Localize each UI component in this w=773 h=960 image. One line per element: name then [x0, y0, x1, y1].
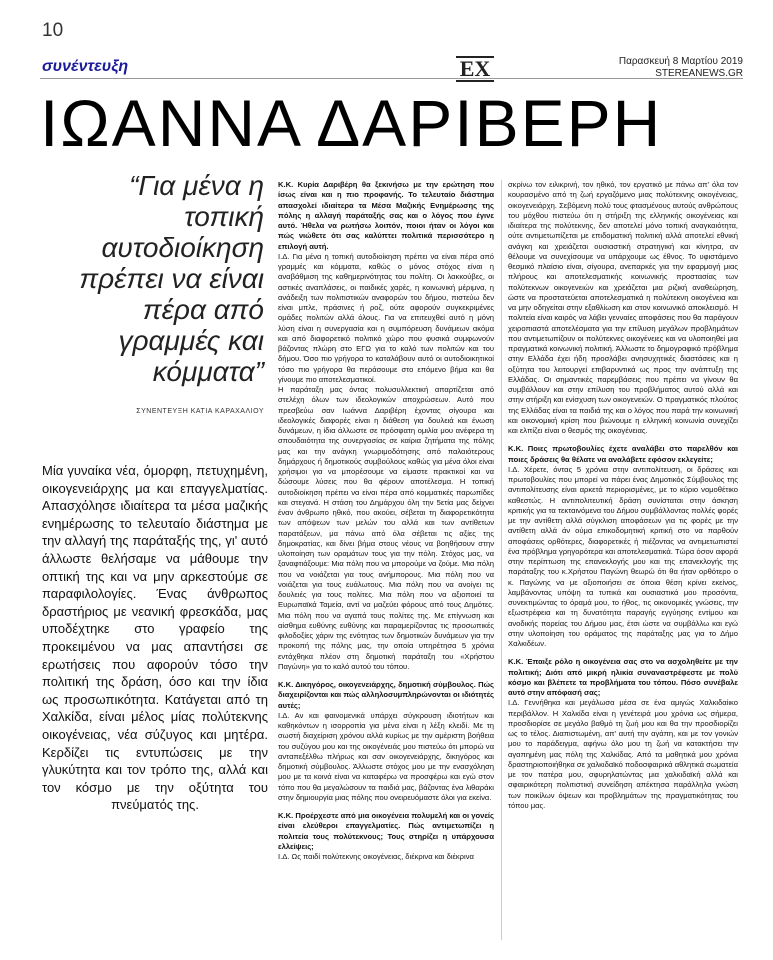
interview-question: Κ.Κ. Προέρχεστε από μια οικογένεια πολυμελή και οι γονείς είναι ελεύθεροι επαγγελματίες. Πώς αντιμετωπίζει η πολιτεία τους πολύτεκνους; Τους στηρίζει η υπάρχουσα ελλείψεις;	[278, 811, 494, 851]
paragraph-gap	[508, 649, 738, 657]
interview-answer: Ι.Δ. Χέρετε, όντας 5 χρόνια στην αντιπολίτευση, οι δράσεις και πρωτοβουλίες που μπορεί να πάρει ένας Δημοτικός Σύμβουλος της αντιπολίτευσης είναι αρκετά περιορισμένες, με το κύριο νομοθέτικο καθεστώς. Η αντιπολιτευτική δράση συνίσταται στην άσκηση κριτικής για τα τεκταινόμενα του Δήμου συμβάλλοντας πολλές φορές με την αντίθετη αλλά σύγκλιση αποφάσεων για τις φορές με την αντίθετη αλλά άν ούμα επικοδομητική κριτική στο να παρθούν αποφάσεις ορθότερες, διαφορετικές ή πιέζοντας να αντιμετωπιστεί ένα πρόβλημα γρηγορότερα και αποτελεσματικά. Τώρα όσον αφορά στην περίπτωση της επανεκλογής μου και της επανεκλογής της παράταξης του κ.Χρήστου Παγώνη θεωρώ ότι θα ήταν ορθότερο ο κ. Παγώνης να με αξιοποιήσει σε όποια θέση κρίνει εκείνος, λαμβάνοντας υπόψη τα τυπικά και ουσιαστικά μου προσόντα, συνεκτιμώντας το όραμά μου, το ήθος, τις οικονομικές γνώσεις, την εξωστρέφεια και τη δυνατότητα παραγής εγγύησης εντίμου και ανοδικής πορείας του Δήμου μας, έτσι ώστε να συμβάλλω και εγώ στην υλοποίηση του οράματος της παράταξης μας για το Δήμο Χαλκιδέων.	[508, 464, 738, 648]
paragraph-gap	[508, 436, 738, 444]
interview-question: Κ.Κ. Δικηγόρος, οικογενειάρχης, δημοτική σύμβουλος. Πώς διαχειρίζονται και πώς αλληλοσυμπληρώνονται οι ιδιότητές αυτές;	[278, 680, 494, 710]
article-column-1	[278, 180, 494, 862]
newspaper-logo: ΕΧ	[456, 56, 494, 82]
site-text: STEREANEWS.GR	[655, 68, 743, 79]
interview-answer: σκρίνω τον ειλικρινή, τον ηθικό, τον εργατικό με πάνω απ' όλα τον κουρασμένο από τη ζωή εργαζόμενο μιας πολύτεκνης οικογένειας, οικογενειάρχη. Σεβόμενη πολύ τους φτασμένους αυτούς ανθρώπους του μόχθου πιστεύω ότι η στήριξη της ελληνικής οικογένειας και ιδιαίτερα της πολύτεκνης, δεν αποτελεί μόνο τοπική αναγκαιότητα, ούτε αντιμετωπίζεται με επιδοματική πολιτική αλλά αποτελεί εθνική ανάγκη και χρειάζεται ουσιαστική στρατηγική και κίνητρα, αν θέλουμε να συνεχίσουμε να υπάρχουμε ως έθνος. Το υφιστάμενο θεσμικό πλαίσιο είναι, σίγουρα, ανεπαρκές για την εφαρμογή μιας πλήρους και αποτελεσματικής κοινωνικής προστασίας των πολύτεκνων οικογενειών και χρειάζεται μια ριζική αναθεώρηση, ώστε να προστατεύεται αποτελεσματικά η πολύτεκνη οικογένεια και να μην οδηγείται στην εξαθλίωση και στον κοινωνικό αποκλεισμό. Η πολιτεία είναι καιρός να λάβει γενναίες αποφάσεις που θα παράγουν χειροπιαστά αποτελέσματα για την επίλυση μεγάλων προβλημάτων που αντιμετωπίζουν οι πολύτεκνες οικογένειες και να υλοποιηθεί μια πραγματικά κοινωνική πολιτική. Άλλωστε το δημογραφικό πρόβλημα στην Ελλάδα έχει ήδη προσλάβει ανησυχητικές διαστάσεις και η οξύτητα του λειτουργεί επιβαρυντικά ως προς την ανάπτυξη της Ελλάδας. Οι σημαντικές παρεμβάσεις που πρέπει να γίνουν θα συμβάλλουν και στην επίλυση του προβλήματος αυτού αλλά και στην στήριξη και ενίσχυση των οικογενειών. Ο πραγματικός πλούτος της Ελλάδας είναι τα παιδιά της και ο λόγος που παρά την κοινωνική και οικονομική κρίση που βιώνουμε η ελληνική κοινωνία συνεχίζει και ελπίζει είναι ο θεσμός της οικογένειας.	[508, 180, 738, 435]
interview-answer: Ι.Δ. Αν και φαινομενικά υπάρχει σύγκρουση ιδιοτήτων και καθηκόντων η ισορροπία για μένα είναι η λέξη κλειδί. Με τη σωστή διαχείριση χρόνου αλλά κυρίως με την αμέριστη βοήθεια του συζύγου μου και της οικογένειάς μου πιστεύω ότι μπορώ να ανταπεξέλθω πλήρως και σαν οικογενειάρχης, δικηγόρος και δημοτική σύμβουλος. Άλλωστε στόχος μου με την ενασχόληση μου με τα κοινά είναι να καταφέρω να προσφέρω και εγώ στον τόπο που θα μεγαλώσουν τα παιδιά μας, βάζοντας ένα λιθαράκι στην δημιουργία μιας πόλης που ονειρευόμαστε όλοι για εκείνα.	[278, 710, 494, 802]
interview-question: Κ.Κ. Κυρία Δαριβέρη θα ξεκινήσω με την ερώτηση που ίσως είναι και η πιο προφανής. Το τελευταίο διάστημα απασχολεί ιδιαίτερα τα Μέσα Μαζικής Ενημέρωσης της πόλης η αλλαγή παράταξής σας και ο λόγος που έγινε αυτό. Ήθελα να ρωτήσω λοιπόν, ποιοι ήταν οι λόγοι και πώς νιώθετε ότι σας καλύπτει πολιτικά περισσότερο η επιλογή αυτή.	[278, 180, 494, 251]
paragraph-gap	[278, 672, 494, 680]
page-title: ΙΩΑΝΝΑ ΔΑΡΙΒΕΡΗ	[40, 86, 663, 160]
date-text: Παρασκευή 8 Μαρτίου 2019	[618, 56, 743, 67]
interview-question: Κ.Κ. Ποιες πρωτοβουλίες έχετε αναλάβει στο παρελθόν και ποιες δράσεις θα θέλατε να αναλάβετε εφόσον εκλεγείτε;	[508, 444, 738, 464]
intro-paragraph: Μία γυναίκα νέα, όμορφη, πετυχημένη, οικογενειάρχης μα και επαγγελματίας. Απασχόλησε ιδιαίτερα τα μέσα μαζικής ενημέρωσης το τελευταίο διάστημα με την αλλαγή της παράταξής της, γι' αυτό άλλωστε θελήσαμε να μάθουμε την οπτική της και να μην αρκεστούμε σε παραφιλολογίες. Ένας άνθρωπος δραστήριος με νεανική φρεσκάδα, μας υποδέχτηκε στο γραφείο της προκειμένου να μας απαντήσει σε ερωτήσεις που αφορούν τόσο την πολιτική της δράση, όσο και την ίδια ως προσωπικότητα. Κατάγεται από τη Χαλκίδα, είναι μέλος μίας πολύτεκνης οικογένειας, νέα σύζυγος και μητέρα. Κερδίζει τις εντυπώσεις με την γλυκύτητα και τον τρόπο της, αλλά και τον κόσμο με την οξύτητα του πνεύματός της.	[42, 463, 268, 813]
column-divider	[501, 180, 502, 940]
header-rule	[40, 78, 743, 79]
section-label: συνέντευξη	[42, 58, 129, 75]
interview-answer: Ι.Δ. Για μένα η τοπική αυτοδιοίκηση πρέπει να είναι πέρα από γραμμές και κόμματα, καθώς ο μόνος στόχος είναι η αναβάθμιση της καθημερινότητας του πολίτη. Οι λακκούβες, οι αστικές αναπλάσεις, οι παιδικές χαρές, η κοινωνική μέριμνα, η ανάδειξη των πολιτιστικών αναφορών του δήμου, πιστεύω δεν είναι μπλε, πράσινες ή ροζ, ούτε αφορούν συγκεκριμένες ομάδες πολιτών αλλά όλους. Για να επιτευχθεί αυτό η μόνη λύση είναι η συνεργασία και η συμπόρευση δυνάμεων ακόμα και από διαφορετικό πολιτικό χώρο που φυσικά συμφωνούν βάζοντας πλώρη στο ΕΓΩ για το καλό των πολιτών και του δήμου. Όσο πιο γρήγορα το καταλάβουν αυτό οι αυτοδιοικητικοί τόσο πιο γρήγορα θα περάσουμε στο επόμενο βήμα και θα γίνουμε πιο αποτελεσματικοί.	[278, 251, 494, 384]
byline: ΣΥΝΕΝΤΕΥΞΗ ΚΑΤΙΑ ΚΑΡΑΧΑΛΙΟΥ	[136, 408, 264, 415]
pull-quote: “Για μένα η τοπική αυτοδιοίκηση πρέπει να είναι πέρα από γραμμές και κόμματα”	[79, 170, 264, 387]
page-number: 10	[42, 20, 64, 41]
article-column-2	[508, 180, 738, 811]
interview-answer: Ι.Δ. Γεννήθηκα και μεγάλωσα μέσα σε ένα αμιγώς Χαλκιδαίικο περιβάλλον. Η Χαλκίδα είναι η γενέτειρά μου χρόνια ως σήμερα, προσδιορίσε σε μεγάλο βαθμό τη ζωή μου και θα την προσδιορίζει ως το τέλος. Διαπιστωμένη, απ' αυτή την αγάπη, και με τον γονιών μου το παράδειγμα, αφήνω όλο μου τη ζωή να κατακτήσει την αγαπημένη μας πόλη της Χαλκίδας. Από τα μαθητικά μου χρόνια δραστηριοποιήθηκα σε χαλκιδαϊκό ποδοσφαιρικά αθλητικά σωματεία με τον πατέρα μου, σφυρηλατώντας μια χαλκιδαϊκή αλλά και σφαιρικότερη πολιτιστική συνείδηση απέκτησα παράλληλα γνώση των ποικίλων όψεων και προβλημάτων της πραγματικότητας του τόπου μας.	[508, 698, 738, 810]
interview-answer: Ι.Δ. Ως παιδί πολύτεκνης οικογένειας, διέκρινα και διέκρινα	[278, 852, 474, 861]
issue-date	[619, 56, 743, 80]
paragraph-gap	[278, 803, 494, 811]
interview-answer: Η παράταξη μας όντας πολυσυλλεκτική απαρτίζεται από στελέχη όλων των ιδεολογικών αποχρώσεων. Αυτό που πρεσβεύω σαν Ιωάννα Δαριβέρη έχοντας σίγουρα και ιδεολογικές διαφορές είναι η διάθεση για δουλειά και ένωση δυνάμεων, η ίδια άλλωστε σε πρόσφατη ομιλία μου ανέφερα τη σπουδαιότητα της συνεργασίας σε καίρια ζητήματα της πόλης μας και την ανάγκη γνωριμοδότησης από παλαιότερους δημάρχους ή δημοτικούς συμβούλους καθώς για μένα όλοι είναι χρήσιμοι για να μπορέσουμε να είμαστε πρακτικοί και να δώσουμε λύσεις που θα φέρουν αποτέλεσμα. Η τοπική αυτοδιοίκηση πρέπει να είναι πέρα από κομματικές παρωπίδες και στεγανά. Η στάση του Δημάρχου όλη την 5ετία μας δείχνει έναν άνθρωπο ηθικό, που ακούει, σέβεται τη διαφορετικότητα των απόψεων των μελών του αλλά και των αντίθετων παρατάξεων, μα πάνω από όλα σέβεται τις αξίες της δημοκρατίας, και δίνει βήμα στους νέους να βοηθήσουν στην υλοποίηση των οραμάτων τους για την πόλη. Στόχος μας, να ξαναφτιάξουμε: Μια πόλη που να μπορούμε να ζούμε. Μια πόλη που να νοιάζεται για τους ανήμπορους. Μια πόλη που να νοιάζεται για τους ευάλωτους. Μια πόλη που να ανοίγει τις δουλειές για τους πολίτες. Μια πόλη που να αξιοποιεί τα Ευρωπαϊκά Ταμεία, αντί να μαζεύει φόρους από τους Δημότες. Μια πόλη που να αγαπά τους πολίτες της. Με επίγνωση και αίσθημα ευθύνης ευθύνης και παραμερίζοντας τις προσωπικές φιλοδοξίες χάριν της ενότητας των δημοτικών δυνάμεων για την προκοπή της πόλης μας, την οποία υπηρέτησα 5 χρόνια εντάχθηκα πλέον στη δημοτική παράταξη του «Χρήστου Παγώνη» για το καλό αυτού του τόπου.	[278, 385, 494, 671]
interview-question: Κ.Κ. Έπαιξε ρόλο η οικογένεια σας στο να ασχοληθείτε με την πολιτική; Διότι από μικρή ηλικία συναναστρέφεστε με πολύ κόσμο και βλέπετε τα προβλήματα του τόπου. Πόσο συνέβαλε αυτό στην απόφασή σας;	[508, 657, 738, 697]
